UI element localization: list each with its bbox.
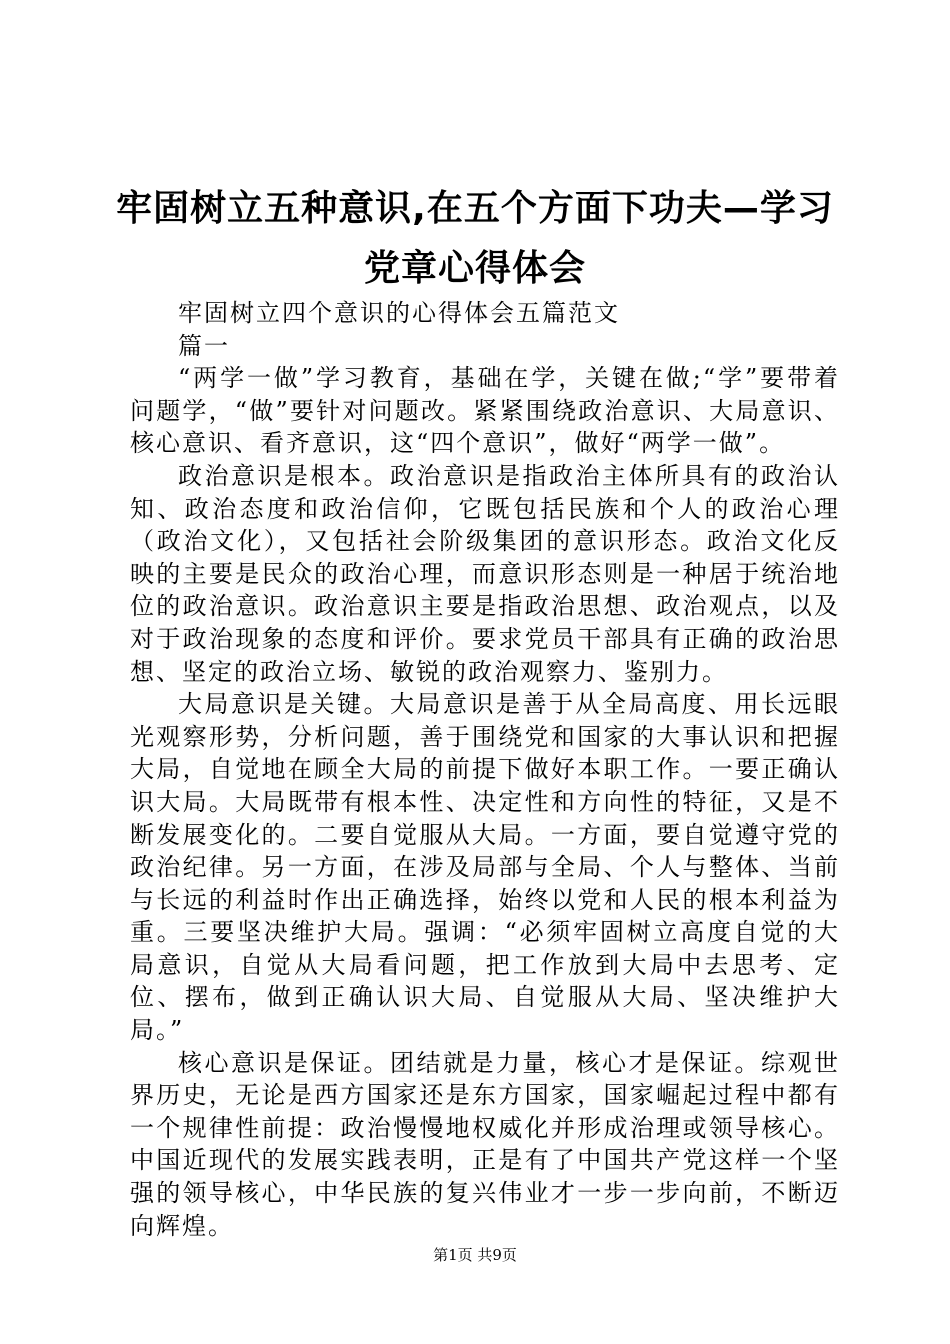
document-title-line-1: 牢固树立五种意识,在五个方面下功夫—学习 bbox=[116, 188, 834, 229]
political-awareness-paragraph: 政治意识是根本。政治意识是指政治主体所具有的政治认知、政治态度和政治信仰，它既包括民族和个人的政治心理（政治文化），又包括社会阶级集团的意识形态。政治文化反映的主要是民众的政治心理，而意识形态则是一种居于统治地位的政治意识。政治意识主要是指政治思想、政治观点，以及对于政治现象的态度和评价。要求党员干部具有正确的政治思想、坚定的政治立场、敏锐的政治观察力、鉴别力。 bbox=[130, 461, 840, 686]
intro-paragraph: “两学一做”学习教育，基础在学，关键在做;“学”要带着问题学，“做”要针对问题改。紧紧围绕政治意识、大局意识、核心意识、看齐意识，这“四个意识”，做好“两学一做”。 bbox=[130, 364, 840, 458]
document-title-line-2: 党章心得体会 bbox=[363, 248, 586, 289]
overall-awareness-paragraph: 大局意识是关键。大局意识是善于从全局高度、用长远眼光观察形势，分析问题，善于围绕党和国家的大事认识和把握大局，自觉地在顾全大局的前提下做好本职工作。一要正确认识大局。大局既带有根本性、决定性和方向性的特征，又是不断发展变化的。二要自觉服从大局。一方面，要自觉遵守党的政治纪律。另一方面，在涉及局部与全局、个人与整体、当前与长远的利益时作出正确选择，始终以党和人民的根本利益为重。三要坚决维护大局。强调：“必须牢固树立高度自觉的大局意识，自觉从大局看问题，把工作放到大局中去思考、定位、摆布，做到正确认识大局、自觉服从大局、坚决维护大局。” bbox=[130, 690, 840, 1045]
document-body bbox=[130, 297, 840, 1242]
subtitle-paragraph: 牢固树立四个意识的心得体会五篇范文 bbox=[178, 299, 620, 327]
section-label: 篇一 bbox=[178, 331, 230, 360]
page-footer: 第1页 共9页 bbox=[433, 1246, 517, 1264]
core-awareness-paragraph: 核心意识是保证。团结就是力量，核心才是保证。综观世界历史，无论是西方国家还是东方国家，国家崛起过程中都有一个规律性前提：政治慢慢地权威化并形成治理或领导核心。中国近现代的发展实践表明，正是有了中国共产党这样一个坚强的领导核心，中华民族的复兴伟业才一步一步向前，不断迈向辉煌。 bbox=[130, 1048, 840, 1240]
